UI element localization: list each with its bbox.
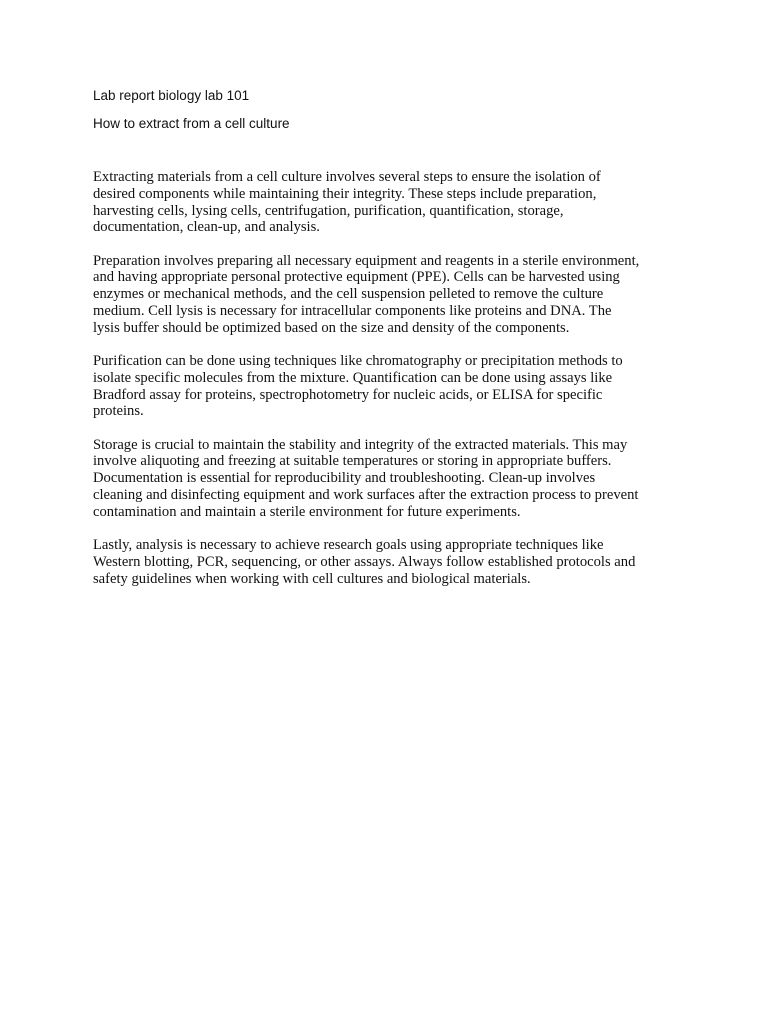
document-body (93, 169, 683, 604)
document-subtitle: How to extract from a cell culture (93, 116, 290, 131)
paragraph-analysis: Lastly, analysis is necessary to achieve research goals using appropriate techniques like Western blotting, PCR, sequencing, or other assays. Always follow established protocols and safety guidelines when working with cell cultures and biological materials. (93, 536, 636, 587)
paragraph-preparation: Preparation involves preparing all necessary equipment and reagents in a sterile environment, and having appropriate personal protective equipment (PPE). Cells can be harvested using enzymes or mechanical methods, and the cell suspension pelleted to remove the culture medium. Cell lysis is necessary for intracellular components like proteins and DNA. The lysis buffer should be optimized based on the size and density of the components. (93, 252, 640, 336)
paragraph-purification: Purification can be done using techniques like chromatography or precipitation methods to isolate specific molecules from the mixture. Quantification can be done using assays like Bradford assay for proteins, spectrophotometry for nucleic acids, or ELISA for specific proteins. (93, 352, 623, 420)
document-title: Lab report biology lab 101 (93, 88, 250, 103)
paragraph-overview: Extracting materials from a cell culture involves several steps to ensure the isolation of desired components while maintaining their integrity. These steps include preparation, harvesting cells, lysing cells, centrifugation, purification, quantification, storage, documentation, clean-up, and analysis. (93, 169, 601, 236)
paragraph-storage: Storage is crucial to maintain the stability and integrity of the extracted materials. This may involve aliquoting and freezing at suitable temperatures or storing in appropriate buffers. Documentation is essential for reproducibility and troubleshooting. Clean-up involves cleaning and disinfecting equipment and work surfaces after the extraction process to prevent contamination and maintain a sterile environment for future experiments. (93, 436, 639, 520)
